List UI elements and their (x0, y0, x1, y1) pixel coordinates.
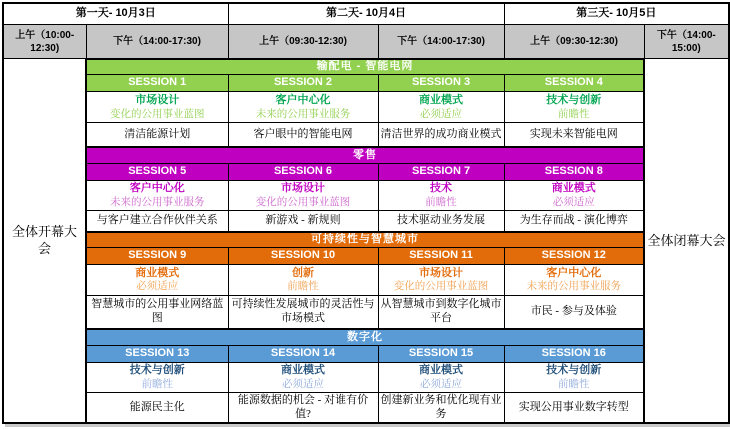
session-1-topic: 清洁能源计划 (86, 122, 228, 147)
track-1-session-header-row (3, 75, 729, 92)
session-5-theme-title: 客户中心化 (129, 182, 185, 195)
track-2-topic-row (3, 211, 729, 232)
session-15-theme-title: 商业模式 (419, 364, 464, 377)
track-1-topic-row (3, 122, 729, 147)
session-14-theme-title: 商业模式 (281, 364, 326, 377)
session-6-theme-subtitle: 变化的公用事业蓝图 (255, 195, 351, 208)
track-4-band: 数字化 (86, 329, 644, 345)
session-9-theme-title: 商业模式 (135, 266, 180, 279)
session-12-theme-subtitle: 未来的公用事业服务 (526, 280, 622, 293)
session-3-theme-title: 商业模式 (419, 93, 464, 106)
session-14-header: SESSION 14 (228, 345, 378, 362)
session-14-topic: 能源数据的机会 - 对谁有价值? (228, 393, 378, 423)
session-8-header: SESSION 8 (504, 163, 644, 180)
time-slot-6: 下午（14:00-15:00) (644, 25, 729, 59)
session-1-theme-title: 市场设计 (135, 93, 180, 106)
session-11-theme-subtitle: 变化的公用事业蓝图 (393, 280, 489, 293)
session-2-theme-subtitle: 未来的公用事业服务 (255, 107, 351, 120)
session-11-theme (378, 265, 504, 296)
opening-plenary-cell: 全体开幕大会 (3, 59, 86, 423)
session-16-header: SESSION 16 (504, 345, 644, 362)
session-2-topic: 客户眼中的智能电网 (228, 122, 378, 147)
session-2-theme-title: 客户中心化 (275, 93, 331, 106)
track-3-band-row (3, 232, 729, 248)
session-10-theme (228, 265, 378, 296)
track-3-theme-row (3, 265, 729, 296)
track-4-topic-row (3, 393, 729, 423)
session-8-topic: 为生存而战 - 演化博弈 (504, 211, 644, 232)
time-slot-1: 上午（10:00-12:30) (3, 25, 86, 59)
session-5-header: SESSION 5 (86, 163, 228, 180)
session-16-theme-subtitle: 前瞻性 (558, 377, 590, 390)
session-6-header: SESSION 6 (228, 163, 378, 180)
day-header-1: 第一天- 10月3日 (3, 3, 228, 25)
session-9-topic: 智慧城市的公用事业网络蓝图 (86, 295, 228, 329)
day-header-2: 第二天- 10月4日 (228, 3, 504, 25)
session-14-theme-subtitle: 必须适应 (282, 377, 325, 390)
session-10-theme-subtitle: 前瞻性 (287, 280, 319, 293)
session-5-topic: 与客户建立合作伙伴关系 (86, 211, 228, 232)
session-12-theme (504, 265, 644, 296)
time-slot-5: 上午（09:30-12:30) (504, 25, 644, 59)
session-13-header: SESSION 13 (86, 345, 228, 362)
time-slot-row (3, 25, 729, 59)
session-8-theme (504, 180, 644, 211)
session-14-theme (228, 362, 378, 393)
time-slot-2: 下午（14:00-17:30) (86, 25, 228, 59)
session-3-header: SESSION 3 (378, 75, 504, 92)
session-2-header: SESSION 2 (228, 75, 378, 92)
track-3-band: 可持续性与智慧城市 (86, 232, 644, 248)
track-3-topic-row (3, 295, 729, 329)
time-slot-3: 上午（09:30-12:30) (228, 25, 378, 59)
track-2-band-row (3, 147, 729, 163)
session-9-theme (86, 265, 228, 296)
session-12-header: SESSION 12 (504, 247, 644, 264)
session-10-header: SESSION 10 (228, 247, 378, 264)
day-header-row (3, 3, 729, 25)
session-11-header: SESSION 11 (378, 247, 504, 264)
session-15-topic: 创建新业务和优化现有业务 (378, 393, 504, 423)
session-3-theme-subtitle: 必须适应 (420, 107, 463, 120)
session-16-topic: 实现公用事业数字转型 (504, 393, 644, 423)
session-7-theme-title: 技术 (430, 182, 453, 195)
track-2-session-header-row (3, 163, 729, 180)
track-1-theme-row (3, 92, 729, 123)
session-7-header: SESSION 7 (378, 163, 504, 180)
session-7-theme (378, 180, 504, 211)
session-13-theme-title: 技术与创新 (129, 364, 185, 377)
day-header-3: 第三天- 10月5日 (504, 3, 729, 25)
session-4-header: SESSION 4 (504, 75, 644, 92)
session-1-header: SESSION 1 (86, 75, 228, 92)
session-11-topic: 从智慧城市到数字化城市平台 (378, 295, 504, 329)
session-8-theme-subtitle: 必须适应 (552, 195, 595, 208)
closing-plenary-cell: 全体闭幕大会 (644, 59, 729, 423)
session-15-header: SESSION 15 (378, 345, 504, 362)
track-2-band: 零售 (86, 147, 644, 163)
session-10-theme-title: 创新 (292, 266, 315, 279)
track-4-theme-row (3, 362, 729, 393)
session-4-theme (504, 92, 644, 123)
session-7-topic: 技术驱动业务发展 (378, 211, 504, 232)
conference-schedule-table (2, 2, 730, 424)
session-13-theme-subtitle: 前瞻性 (141, 377, 173, 390)
session-8-theme-title: 商业模式 (551, 182, 596, 195)
session-5-theme (86, 180, 228, 211)
session-16-theme (504, 362, 644, 393)
track-1-band: 输配电 - 智能电网 (86, 59, 644, 75)
session-3-topic: 清洁世界的成功商业模式 (378, 122, 504, 147)
track-4-band-row (3, 329, 729, 345)
track-4-session-header-row (3, 345, 729, 362)
session-16-theme-title: 技术与创新 (546, 364, 602, 377)
track-1-band-row (3, 59, 729, 75)
session-15-theme (378, 362, 504, 393)
session-5-theme-subtitle: 未来的公用事业服务 (110, 195, 205, 208)
session-2-theme (228, 92, 378, 123)
session-1-theme-subtitle: 变化的公用事业蓝图 (110, 107, 205, 120)
session-15-theme-subtitle: 必须适应 (420, 377, 463, 390)
session-9-header: SESSION 9 (86, 247, 228, 264)
session-1-theme (86, 92, 228, 123)
session-10-topic: 可持续性发展城市的灵活性与市场模式 (228, 295, 378, 329)
session-4-theme-title: 技术与创新 (546, 93, 602, 106)
session-7-theme-subtitle: 前瞻性 (425, 195, 457, 208)
track-3-session-header-row (3, 247, 729, 264)
session-6-topic: 新游戏 - 新规则 (228, 211, 378, 232)
session-13-theme (86, 362, 228, 393)
session-11-theme-title: 市场设计 (419, 266, 464, 279)
session-3-theme (378, 92, 504, 123)
session-6-theme (228, 180, 378, 211)
session-9-theme-subtitle: 必须适应 (136, 280, 179, 293)
track-2-theme-row (3, 180, 729, 211)
time-slot-4: 下午（14:00-17:30) (378, 25, 504, 59)
session-6-theme-title: 市场设计 (281, 182, 326, 195)
session-4-topic: 实现未来智能电网 (504, 122, 644, 147)
session-12-topic: 市民 - 参与及体验 (504, 295, 644, 329)
session-12-theme-title: 客户中心化 (546, 266, 602, 279)
session-13-topic: 能源民主化 (86, 393, 228, 423)
session-4-theme-subtitle: 前瞻性 (558, 107, 590, 120)
